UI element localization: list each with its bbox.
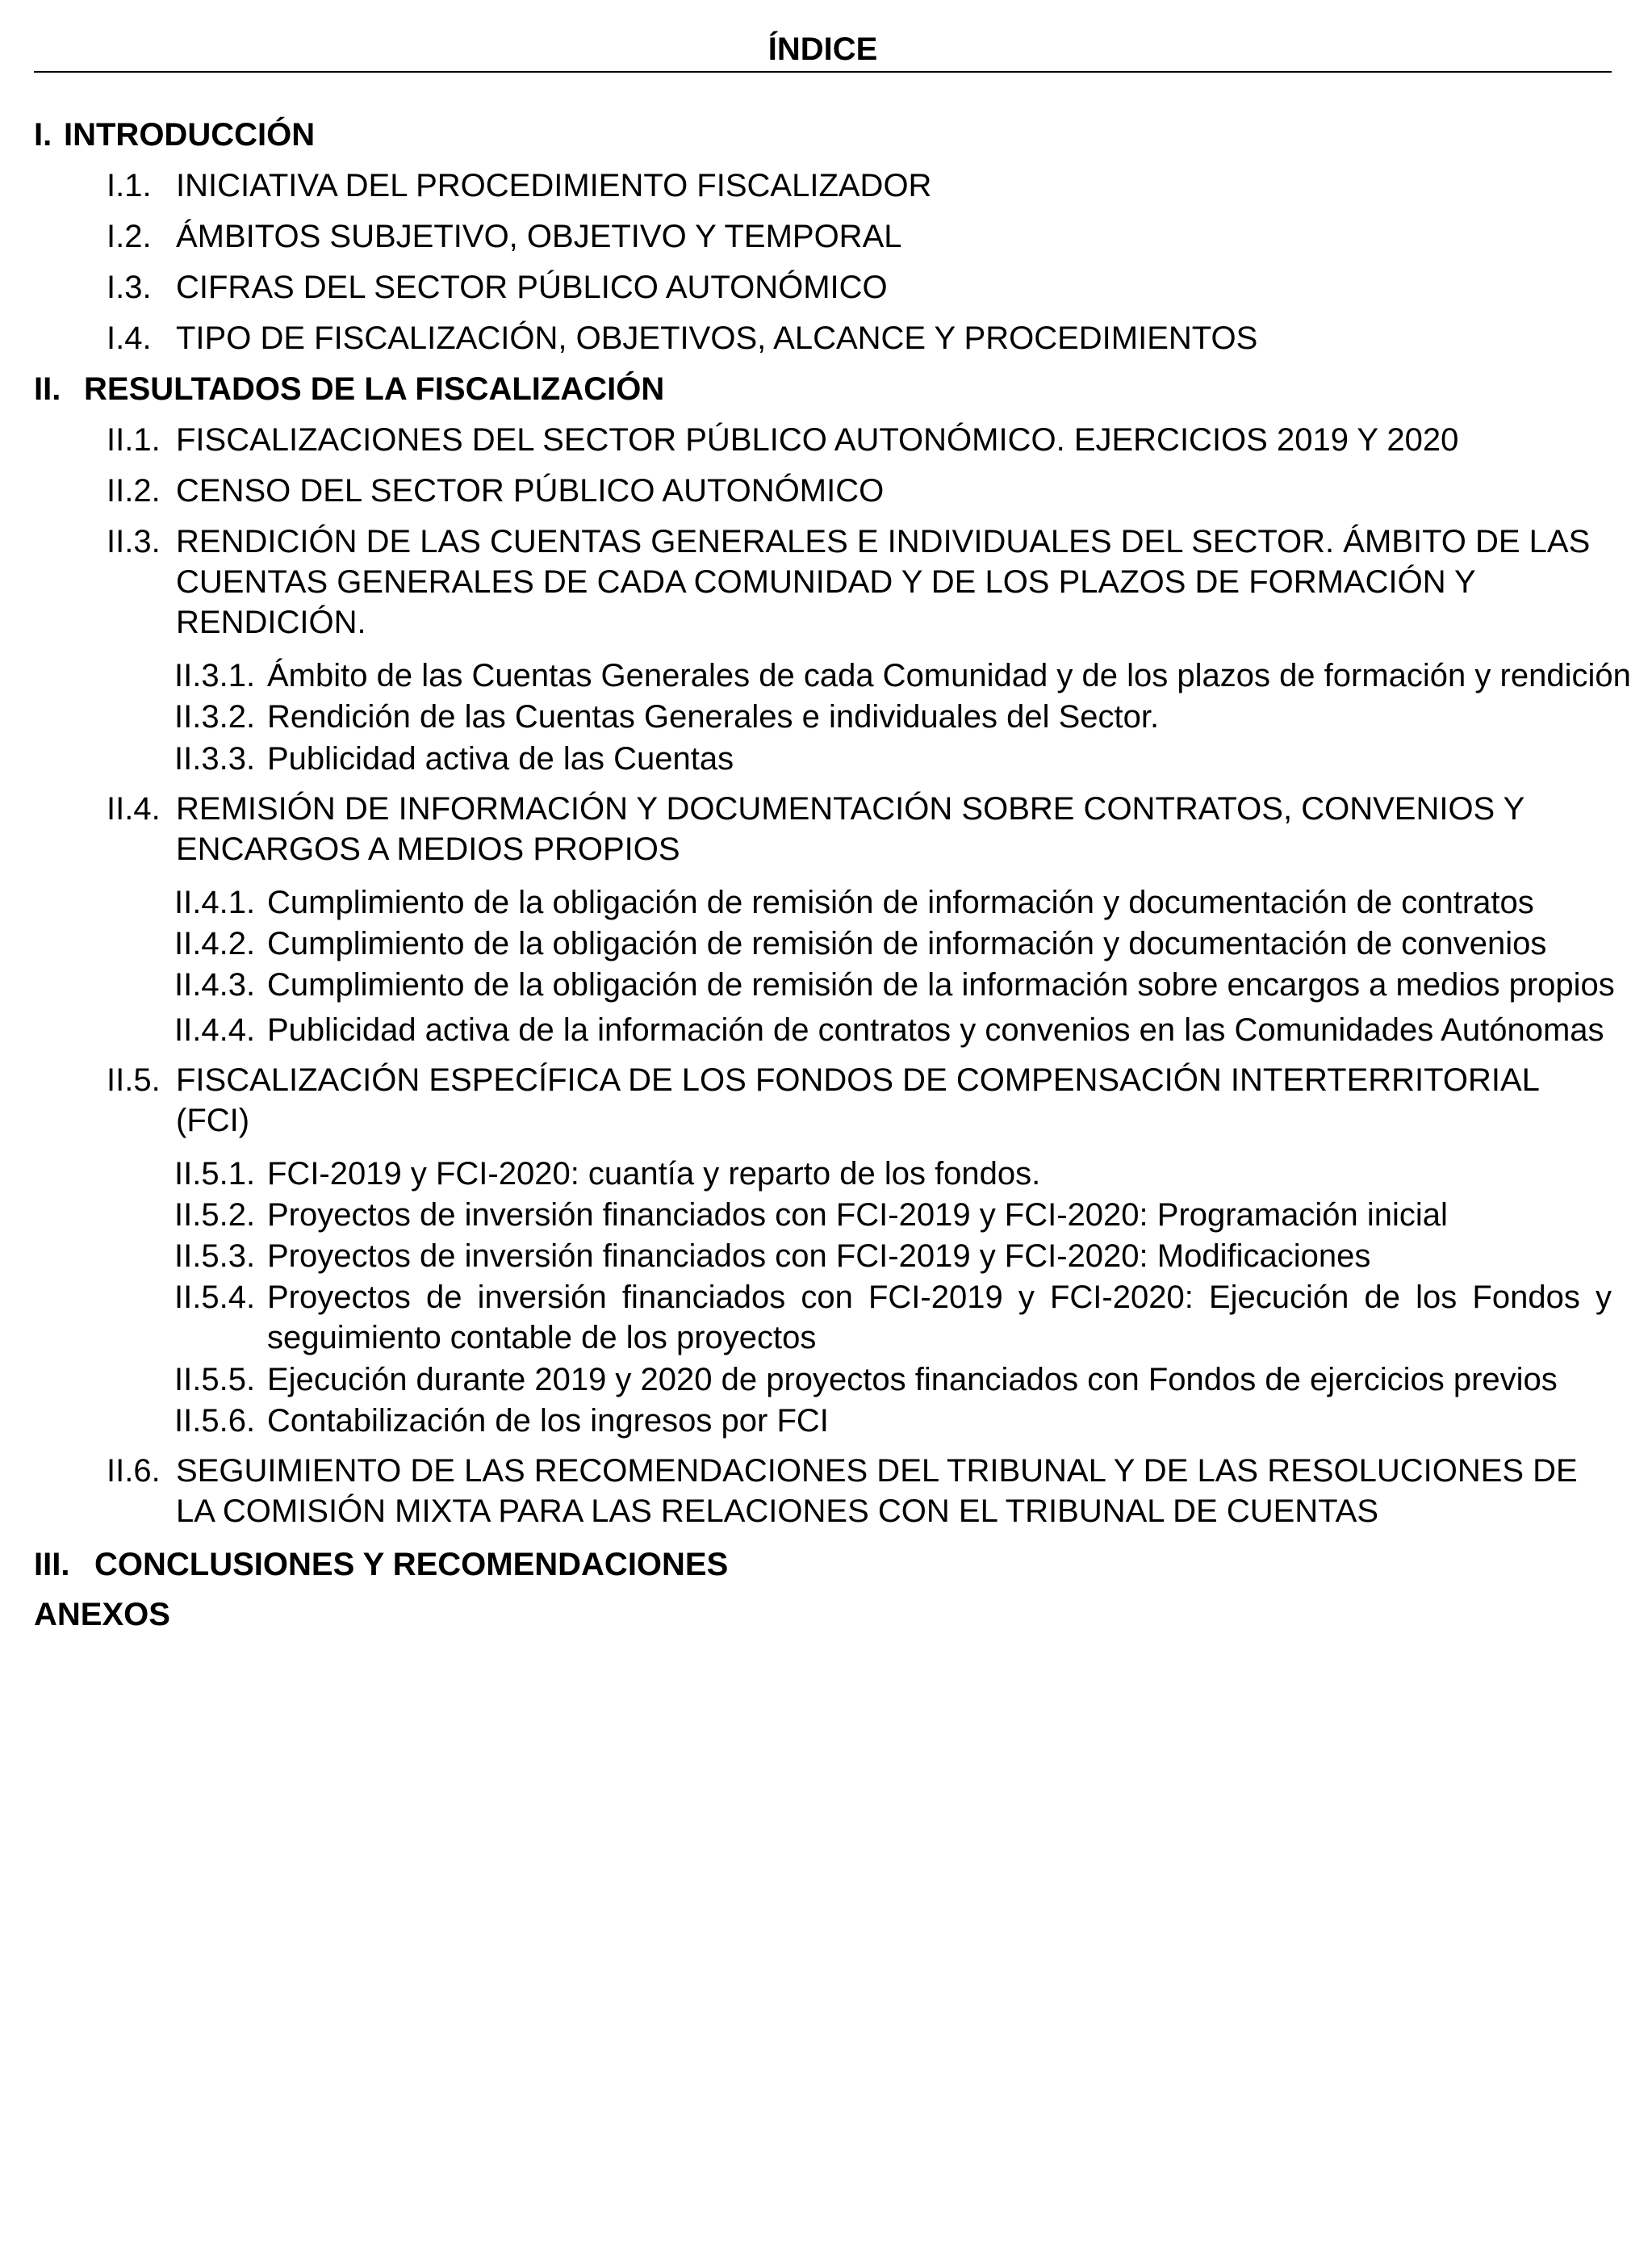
item-title: Contabilización de los ingresos por FCI	[267, 1403, 829, 1439]
item-number: II.4.2.	[174, 926, 256, 961]
toc-item-i-1	[107, 165, 1559, 206]
toc-item-ii-5-5	[174, 1359, 1612, 1400]
item-number: II.5.5.	[174, 1362, 256, 1397]
item-title-line: FISCALIZACIÓN ESPECÍFICA DE LOS FONDOS DE COMPENSACIÓN INTERTERRITORIAL	[176, 1062, 1540, 1098]
toc-item-ii-5-6	[174, 1401, 1612, 1441]
toc-item-i-2	[107, 216, 1559, 257]
section-number: III.	[34, 1547, 70, 1582]
toc-item-ii-4-1	[174, 882, 1612, 923]
toc-item-ii-3	[107, 522, 1612, 643]
toc-item-ii-5-2	[174, 1195, 1612, 1235]
item-number: II.5.2.	[174, 1197, 256, 1233]
item-title: Publicidad activa de la información de contratos y convenios en las Comunidades Autónomas	[267, 1012, 1604, 1048]
item-title: INICIATIVA DEL PROCEDIMIENTO FISCALIZADOR	[176, 168, 932, 203]
toc-item-ii-5-1	[174, 1154, 1612, 1194]
item-number: II.3.	[107, 524, 161, 559]
item-title: CIFRAS DEL SECTOR PÚBLICO AUTONÓMICO	[176, 270, 888, 305]
section-conclusiones	[34, 1544, 1083, 1585]
toc-item-ii-3-1	[174, 656, 1631, 696]
item-title: TIPO DE FISCALIZACIÓN, OBJETIVOS, ALCANCE Y PROCEDIMIENTOS	[176, 320, 1258, 356]
item-number: II.5.	[107, 1062, 161, 1098]
item-title-line: REMISIÓN DE INFORMACIÓN Y DOCUMENTACIÓN SOBRE CONTRATOS, CONVENIOS Y	[176, 791, 1525, 827]
item-number: II.3.3.	[174, 741, 256, 777]
toc-item-ii-4	[107, 789, 1612, 869]
item-title: Publicidad activa de las Cuentas	[267, 741, 734, 777]
item-number: I.4.	[107, 320, 152, 356]
toc-item-ii-4-2	[174, 924, 1612, 964]
item-number: I.1.	[107, 168, 152, 203]
toc-item-ii-4-4	[174, 1010, 1612, 1050]
section-number: II.	[34, 371, 61, 407]
toc-item-ii-4-3	[174, 965, 1615, 1005]
item-number: II.3.2.	[174, 699, 256, 735]
section-anexos	[34, 1594, 518, 1635]
item-title-line: RENDICIÓN.	[176, 605, 366, 640]
item-title-line: seguimiento contable de los proyectos	[267, 1320, 817, 1355]
item-title: Cumplimiento de la obligación de remisión de información y documentación de contratos	[267, 885, 1534, 920]
toc-item-i-3	[107, 267, 1559, 308]
toc-item-ii-5	[107, 1060, 1612, 1141]
page-title: ÍNDICE	[767, 31, 878, 67]
item-title-line: ENCARGOS A MEDIOS PROPIOS	[176, 831, 680, 867]
item-number: II.5.1.	[174, 1156, 256, 1192]
item-number: II.1.	[107, 422, 161, 458]
item-number: II.3.1.	[174, 658, 256, 693]
section-title: RESULTADOS DE LA FISCALIZACIÓN	[84, 371, 665, 407]
item-title-line: (FCI)	[176, 1103, 250, 1138]
section-title: INTRODUCCIÓN	[64, 117, 316, 153]
item-title: Proyectos de inversión financiados con FCI-2019 y FCI-2020: Modificaciones	[267, 1238, 1371, 1274]
item-number: II.4.3.	[174, 967, 256, 1003]
item-number: I.3.	[107, 270, 152, 305]
item-title: ÁMBITOS SUBJETIVO, OBJETIVO Y TEMPORAL	[176, 219, 902, 254]
item-number: II.6.	[107, 1453, 161, 1489]
item-title-line: RENDICIÓN DE LAS CUENTAS GENERALES E INDIVIDUALES DEL SECTOR. ÁMBITO DE LAS	[176, 524, 1591, 559]
section-resultados	[34, 369, 1002, 409]
toc-item-i-4	[107, 318, 1559, 358]
item-title: FCI-2019 y FCI-2020: cuantía y reparto de los fondos.	[267, 1156, 1041, 1192]
toc-item-ii-5-4	[174, 1277, 1612, 1358]
section-title: ANEXOS	[34, 1597, 170, 1632]
section-title: CONCLUSIONES Y RECOMENDACIONES	[94, 1547, 729, 1582]
item-title: Rendición de las Cuentas Generales e individuales del Sector.	[267, 699, 1160, 735]
item-number: II.5.3.	[174, 1238, 256, 1274]
title-divider	[34, 71, 1612, 73]
item-number: II.5.6.	[174, 1403, 256, 1439]
item-number: II.4.	[107, 791, 161, 827]
toc-item-ii-1	[107, 420, 1612, 460]
item-title: Cumplimiento de la obligación de remisión de la información sobre encargos a medios propios	[267, 967, 1615, 1003]
item-title: CENSO DEL SECTOR PÚBLICO AUTONÓMICO	[176, 473, 885, 509]
toc-item-ii-2	[107, 471, 1612, 511]
item-title-line: SEGUIMIENTO DE LAS RECOMENDACIONES DEL TRIBUNAL Y DE LAS RESOLUCIONES DE	[176, 1453, 1578, 1489]
item-title: Proyectos de inversión financiados con FCI-2019 y FCI-2020: Programación inicial	[267, 1197, 1448, 1233]
item-title: Ámbito de las Cuentas Generales de cada Comunidad y de los plazos de formación y rendición	[267, 658, 1631, 693]
toc-item-ii-6	[107, 1451, 1612, 1531]
toc-item-ii-5-3	[174, 1236, 1612, 1276]
item-title: Ejecución durante 2019 y 2020 de proyectos financiados con Fondos de ejercicios previos	[267, 1362, 1558, 1397]
item-number: I.2.	[107, 219, 152, 254]
section-number: I.	[34, 117, 52, 153]
item-title: FISCALIZACIONES DEL SECTOR PÚBLICO AUTONÓMICO. EJERCICIOS 2019 Y 2020	[176, 422, 1459, 458]
item-title-line: CUENTAS GENERALES DE CADA COMUNIDAD Y DE LOS PLAZOS DE FORMACIÓN Y	[176, 564, 1476, 600]
toc-item-ii-3-3	[174, 739, 1612, 779]
item-title-line: Proyectos de inversión financiados con FCI-2019 y FCI-2020: Ejecución de los Fondos y	[267, 1280, 1612, 1315]
item-title: Cumplimiento de la obligación de remisión de información y documentación de convenios	[267, 926, 1547, 961]
item-number: II.4.4.	[174, 1012, 256, 1048]
toc-item-ii-3-2	[174, 697, 1612, 737]
item-number: II.4.1.	[174, 885, 256, 920]
item-title-line: LA COMISIÓN MIXTA PARA LAS RELACIONES CON EL TRIBUNAL DE CUENTAS	[176, 1493, 1378, 1529]
item-number: II.2.	[107, 473, 161, 509]
section-introduccion	[34, 115, 518, 155]
item-number: II.5.4.	[174, 1280, 256, 1315]
